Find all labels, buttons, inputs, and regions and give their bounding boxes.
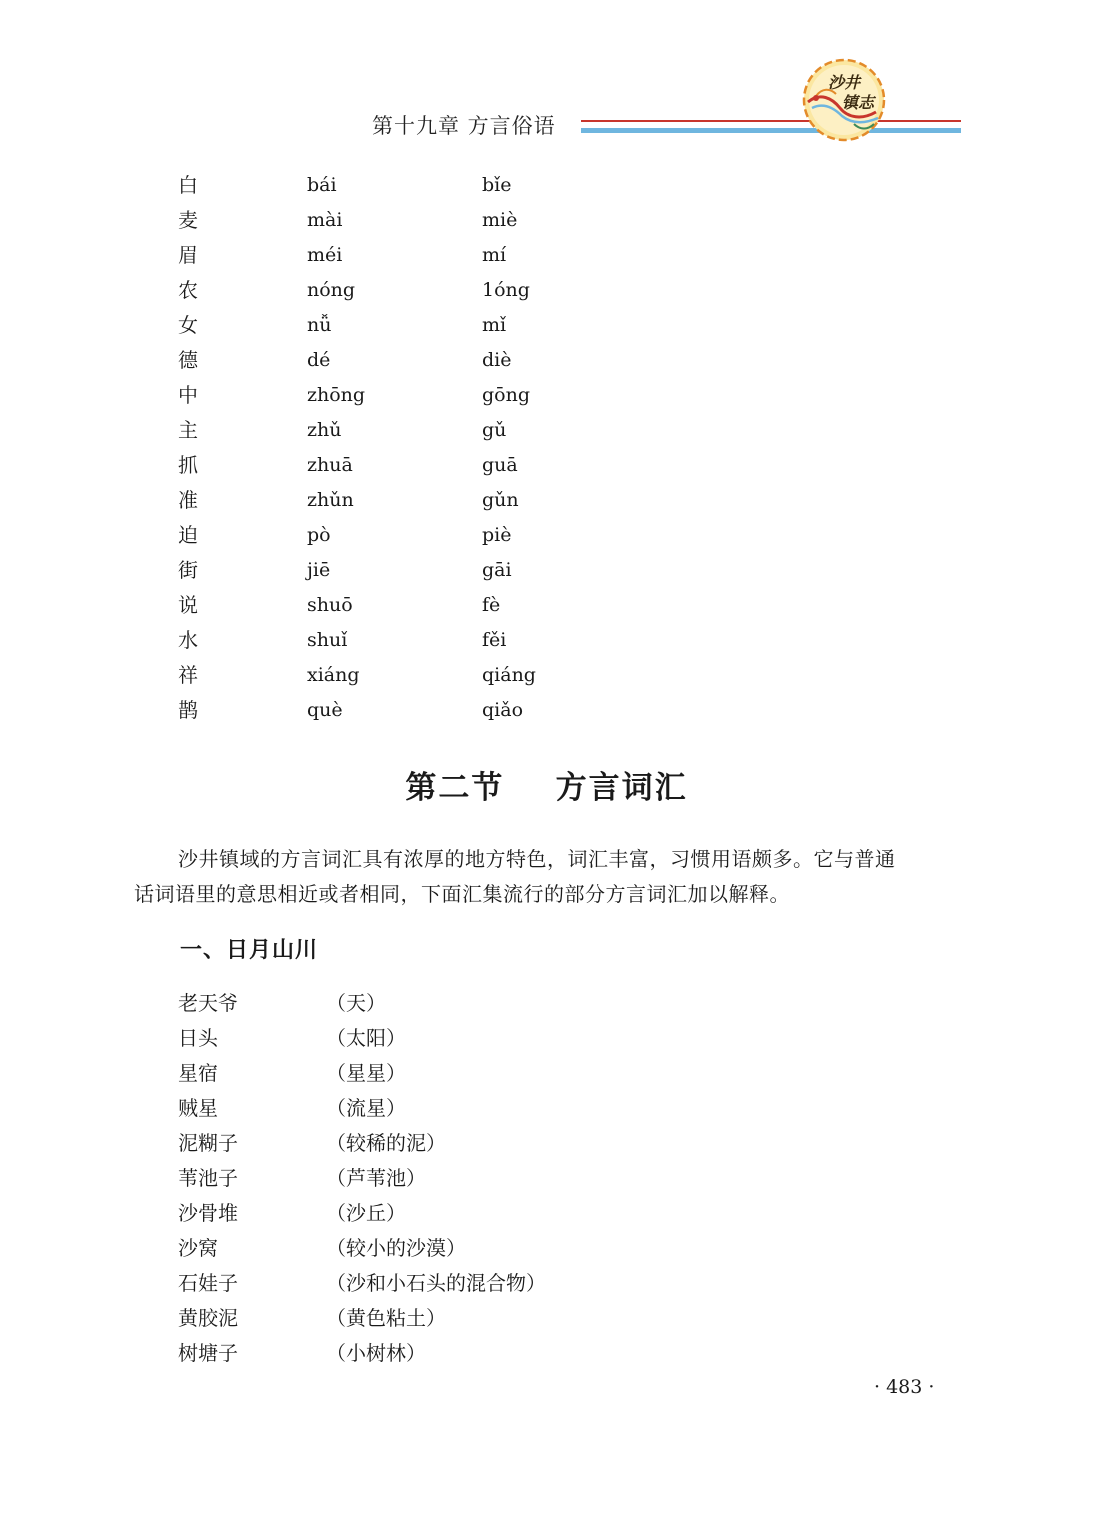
pronunciation-row: [178, 415, 678, 450]
seal-text-top: 沙井: [828, 73, 861, 92]
character: 街: [178, 558, 198, 582]
term-meaning: （小树林）: [326, 1341, 426, 1365]
character: 女: [178, 313, 198, 337]
pronunciation-row: [178, 380, 678, 415]
vocabulary-row: [178, 988, 678, 1023]
standard-pinyin: shuǐ: [307, 629, 348, 651]
dialect-pinyin: miè: [482, 209, 518, 231]
vocabulary-row: [178, 1198, 678, 1233]
dialect-pinyin: guā: [482, 454, 518, 476]
term-meaning: （沙丘）: [326, 1201, 406, 1225]
intro-paragraph: [134, 842, 964, 912]
subsection-title: 一、日月山川: [180, 938, 319, 963]
dialect-pinyin: fěi: [482, 629, 507, 651]
dialect-pinyin: piè: [482, 524, 512, 546]
standard-pinyin: nóng: [307, 279, 356, 301]
pronunciation-row: [178, 520, 678, 555]
character: 水: [178, 628, 198, 652]
character: 麦: [178, 208, 198, 232]
term-meaning: （较小的沙漠）: [326, 1236, 466, 1260]
pronunciation-row: [178, 590, 678, 625]
page-header: [0, 0, 1093, 150]
standard-pinyin: zhǔ: [307, 419, 342, 441]
dialect-term: 日头: [178, 1026, 218, 1050]
dialect-pinyin: qiáng: [482, 664, 536, 686]
standard-pinyin: zhuā: [307, 454, 353, 476]
vocabulary-row: [178, 1338, 678, 1373]
dialect-term: 贼星: [178, 1096, 218, 1120]
standard-pinyin: zhōng: [307, 384, 366, 406]
dialect-term: 黄胶泥: [178, 1306, 238, 1330]
dialect-pinyin: diè: [482, 349, 512, 371]
vocabulary-row: [178, 1128, 678, 1163]
character: 眉: [178, 243, 198, 267]
dialect-pinyin: gōng: [482, 384, 531, 406]
term-meaning: （天）: [326, 991, 386, 1015]
pronunciation-row: [178, 345, 678, 380]
standard-pinyin: xiáng: [307, 664, 360, 686]
dialect-term: 沙骨堆: [178, 1201, 238, 1225]
character: 说: [178, 593, 198, 617]
pronunciation-row: [178, 275, 678, 310]
paragraph-line: 话词语里的意思相近或者相同，下面汇集流行的部分方言词汇加以解释。: [134, 882, 790, 906]
pronunciation-row: [178, 450, 678, 485]
character: 祥: [178, 663, 198, 687]
dialect-pinyin: fè: [482, 594, 501, 616]
dialect-term: 星宿: [178, 1061, 218, 1085]
standard-pinyin: nǚ: [307, 314, 332, 336]
standard-pinyin: shuō: [307, 594, 353, 616]
standard-pinyin: bái: [307, 174, 337, 196]
term-meaning: （星星）: [326, 1061, 406, 1085]
character: 准: [178, 488, 198, 512]
dialect-pinyin: qiǎo: [482, 699, 524, 721]
dialect-term: 泥糊子: [178, 1131, 238, 1155]
seal-text-bottom: 镇志: [842, 93, 875, 112]
standard-pinyin: pò: [307, 524, 331, 546]
standard-pinyin: dé: [307, 349, 331, 371]
dialect-pinyin: bǐe: [482, 174, 512, 196]
vocabulary-row: [178, 1268, 678, 1303]
vocabulary-row: [178, 1023, 678, 1058]
character: 鹊: [178, 698, 198, 722]
pronunciation-row: [178, 310, 678, 345]
dialect-pinyin: mí: [482, 244, 507, 266]
pronunciation-row: [178, 625, 678, 660]
term-meaning: （黄色粘土）: [326, 1306, 446, 1330]
term-meaning: （较稀的泥）: [326, 1131, 446, 1155]
character: 农: [178, 278, 198, 302]
pronunciation-row: [178, 660, 678, 695]
dialect-term: 石娃子: [178, 1271, 238, 1295]
vocabulary-row: [178, 1163, 678, 1198]
pronunciation-row: [178, 205, 678, 240]
character: 迫: [178, 523, 198, 547]
standard-pinyin: mài: [307, 209, 343, 231]
vocabulary-list: [178, 988, 678, 1373]
dialect-pinyin: mǐ: [482, 314, 507, 336]
page-number: · 483 ·: [874, 1376, 935, 1398]
standard-pinyin: jiē: [307, 559, 331, 581]
standard-pinyin: zhǔn: [307, 489, 354, 511]
dialect-pinyin: gǔ: [482, 419, 507, 441]
dialect-pinyin: gǔn: [482, 489, 519, 511]
term-meaning: （流星）: [326, 1096, 406, 1120]
vocabulary-row: [178, 1233, 678, 1268]
header-rule-blue: [581, 128, 961, 133]
pronunciation-table: [178, 170, 678, 730]
vocabulary-row: [178, 1093, 678, 1128]
dialect-term: 老天爷: [178, 991, 238, 1015]
dialect-pinyin: 1óng: [482, 279, 530, 301]
pronunciation-row: [178, 240, 678, 275]
chapter-title: 第十九章 方言俗语: [372, 114, 556, 138]
character: 德: [178, 348, 198, 372]
pronunciation-row: [178, 485, 678, 520]
character: 抓: [178, 453, 198, 477]
pronunciation-row: [178, 555, 678, 590]
header-rule-red: [581, 120, 961, 122]
standard-pinyin: méi: [307, 244, 343, 266]
section-title: 第二节 方言词汇: [405, 770, 688, 806]
dialect-term: 苇池子: [178, 1166, 238, 1190]
term-meaning: （太阳）: [326, 1026, 406, 1050]
dialect-pinyin: gāi: [482, 559, 512, 581]
term-meaning: （沙和小石头的混合物）: [326, 1271, 546, 1295]
paragraph-line: 沙井镇域的方言词汇具有浓厚的地方特色，词汇丰富，习惯用语颇多。它与普通: [178, 847, 896, 871]
dialect-term: 沙窝: [178, 1236, 218, 1260]
term-meaning: （芦苇池）: [326, 1166, 426, 1190]
character: 主: [178, 418, 198, 442]
pronunciation-row: [178, 695, 678, 730]
character: 中: [178, 383, 198, 407]
character: 白: [178, 173, 198, 197]
vocabulary-row: [178, 1058, 678, 1093]
dialect-term: 树塘子: [178, 1341, 238, 1365]
pronunciation-row: [178, 170, 678, 205]
vocabulary-row: [178, 1303, 678, 1338]
standard-pinyin: què: [307, 699, 343, 721]
